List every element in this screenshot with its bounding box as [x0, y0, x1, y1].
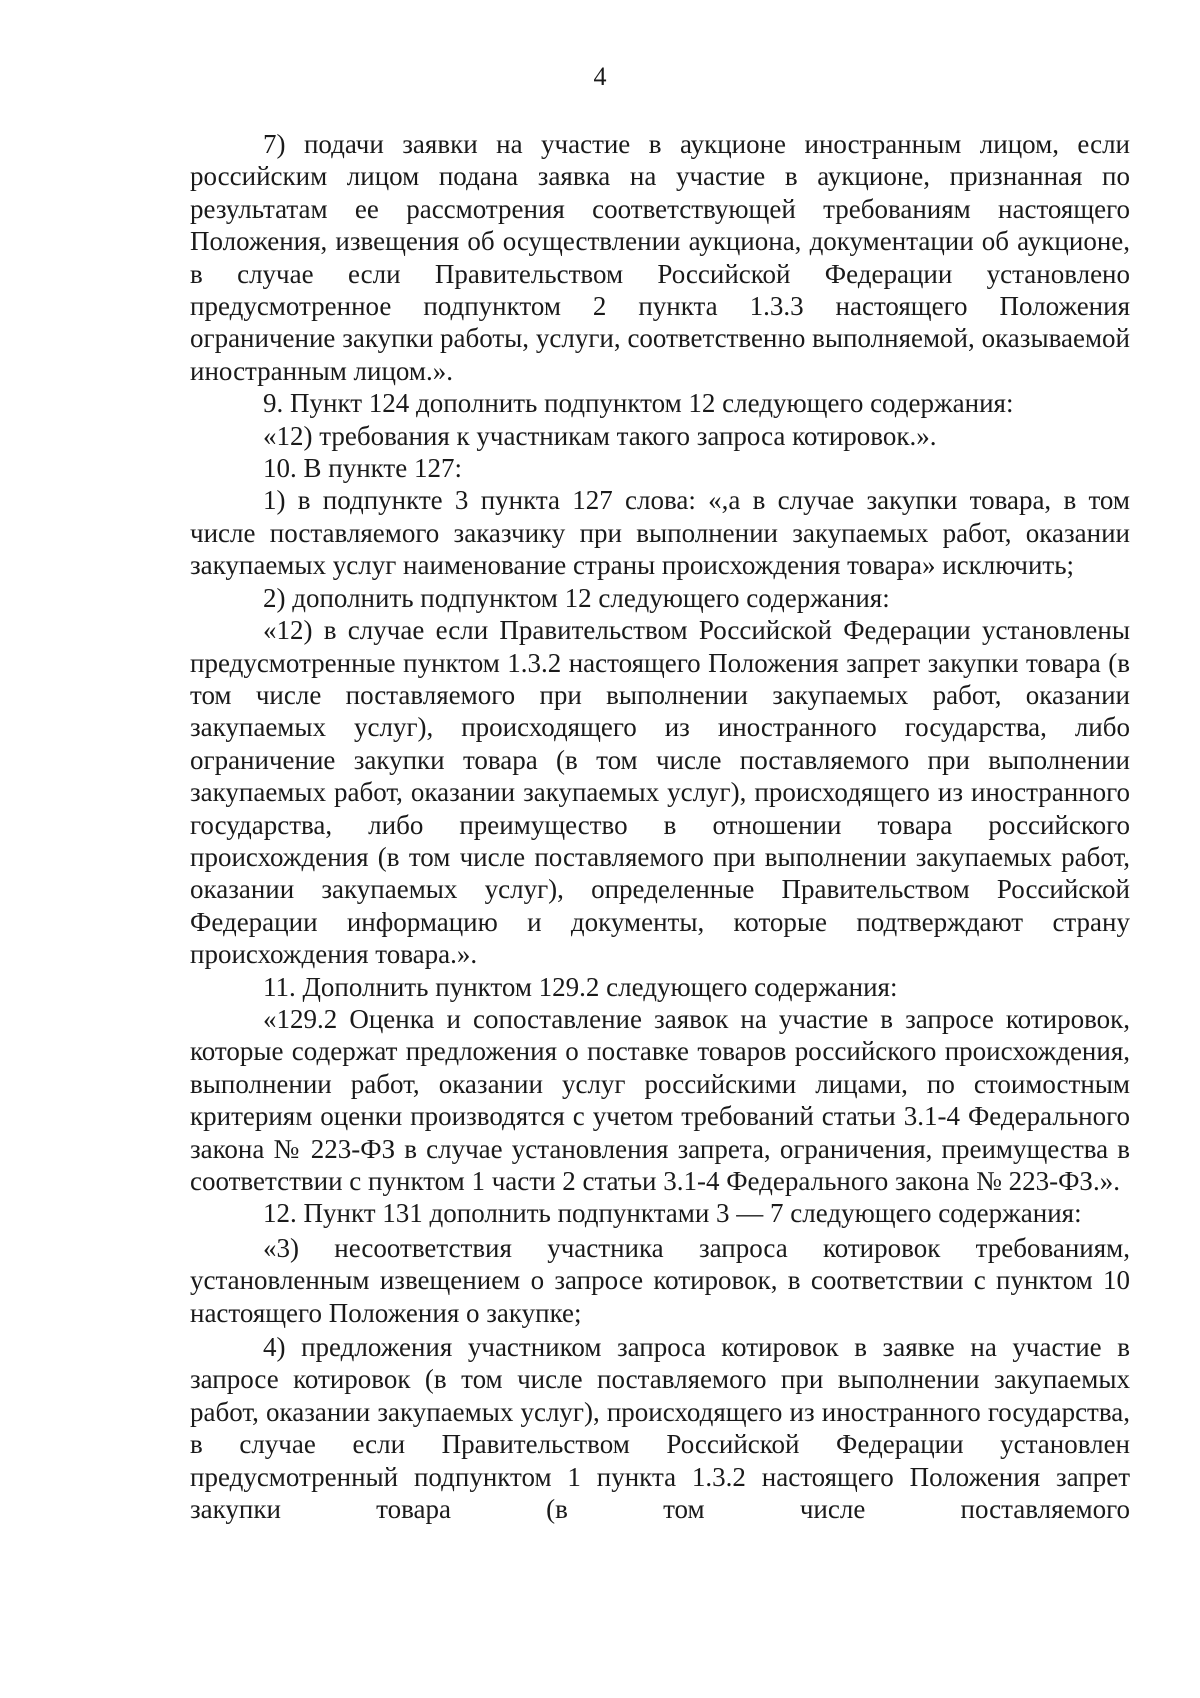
paragraph-item-12: 12. Пункт 131 дополнить подпунктами 3 — 7 следующего содержания:: [263, 1198, 1082, 1229]
paragraph-subitem-1: 1) в подпункте 3 пункта 127 слова: «,а в случае закупки товара, в том числе поставляемого заказчику при выполнении закупаемых работ, оказании закупаемых услуг наименование страны происхождения товара» исключить;: [190, 485, 1130, 581]
paragraph-subitem-2: 2) дополнить подпунктом 12 следующего содержания:: [263, 582, 890, 613]
paragraph-item-10: 10. В пункте 127:: [263, 453, 462, 484]
paragraph-subitem-4: 4) предложения участником запроса котировок в заявке на участие в запросе котировок (в том числе поставляемого при выполнении закупаемых работ, оказании закупаемых услуг), происходящего из иностранного государства, в случае если Правительством Российской Федерации установлен предусмотренный подпунктом 1 пункта 1.3.2 настоящего Положения запрет закупки товара (в том числе поставляемого: [190, 1332, 1130, 1525]
paragraph-item-7: 7) подачи заявки на участие в аукционе иностранным лицом, если российским лицом подана заявка на участие в аукционе, признанная по результатам ее рассмотрения соответствующей требованиям настоящего Положения, извещения об осуществлении аукциона, документации об аукционе, в случае если Правительством Российской Федерации установлено предусмотренное подпунктом 2 пункта 1.3.3 настоящего Положения ограничение закупки работы, услуги, соответственно выполняемой, оказываемой иностранным лицом.».: [190, 129, 1130, 386]
page-number: 4: [593, 62, 607, 91]
paragraph-subitem-12-origin: «12) в случае если Правительством Российской Федерации установлены предусмотренные пунктом 1.3.2 настоящего Положения запрет закупки товара (в том числе поставляемого при выполнении закупаемых работ, оказании закупаемых услуг), происходящего из иностранного государства, либо ограничение закупки товара (в том числе поставляемого при выполнении закупаемых работ, оказании закупаемых услуг), происходящего из иностранного государства, либо преимущество в отношении товара российского происхождения (в том числе поставляемого при выполнении закупаемых работ, оказании закупаемых услуг), определенные Правительством Российской Федерации информацию и документы, которые подтверждают страну происхождения товара.».: [190, 615, 1130, 970]
document-body: [190, 128, 1130, 1525]
paragraph-subitem-3: «3) несоответствия участника запроса котировок требованиям, установленным извещением о запросе котировок, в соответствии с пунктом 10 настоящего Положения о закупке;: [190, 1232, 1130, 1328]
paragraph-subitem-12-requirements: «12) требования к участникам такого запроса котировок.».: [263, 420, 937, 451]
paragraph-clause-129-2: «129.2 Оценка и сопоставление заявок на участие в запросе котировок, которые содержат предложения о поставке товаров российского происхождения, выполнении работ, оказании услуг российскими лицами, по стоимостным критериям оценки производятся с учетом требований статьи 3.1-4 Федерального закона № 223-ФЗ в случае установления запрета, ограничения, преимущества в соответствии с пунктом 1 части 2 статьи 3.1-4 Федерального закона № 223-ФЗ.».: [190, 1003, 1130, 1196]
paragraph-item-11: 11. Дополнить пунктом 129.2 следующего содержания:: [263, 971, 898, 1002]
paragraph-item-9: 9. Пункт 124 дополнить подпунктом 12 следующего содержания:: [263, 388, 1014, 419]
